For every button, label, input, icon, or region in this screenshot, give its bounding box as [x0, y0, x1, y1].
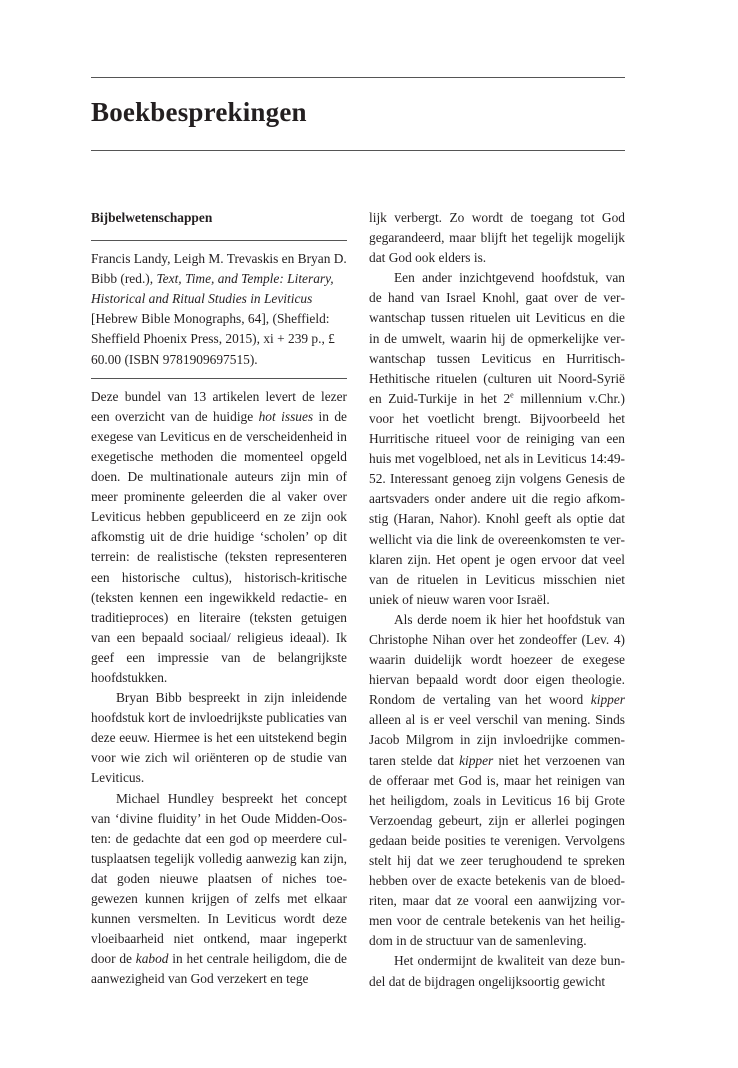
book-title: Text, Time, and Temple: Literary, Historical and Ritual Studies in Leviticus [91, 271, 334, 307]
paragraph-text: Als derde noem ik hier het hoofdstuk van Christophe Nihan over het zondeoffer (Lev. 4) waarin duidelijk wordt hoezeer de exegese hiervan bepaald wordt door eigen theologie. Rondom de vertaling van het woord [369, 611, 625, 708]
paragraph-text: Michael Hundley bespreekt het concept van ‘divine fluidity’ in het Oude Midden-Oosten: de gedachte dat een god op meerdere cultusplaatsen tegelijk volledig aanwezig kan zijn, dat goden nieuwe plaatsen of niches toegewezen kunnen krijgen of zelfs met elkaar kunnen versmelten. In Leviticus wordt deze vloeibaarheid niet ontkend, maar ingeperkt door de [91, 790, 347, 967]
review-paragraph [369, 610, 625, 952]
review-paragraph [369, 268, 625, 610]
book-publication-details: [Hebrew Bible Monographs, 64], (Sheffield: Sheffield Phoenix Press, 2015), xi + 239 p., £ 60.00 (ISBN 9781909697515). [91, 311, 335, 367]
review-paragraph [91, 789, 347, 990]
paragraph-text: in het centrale heiligdom, die de aanwezigheid van God verzekert en tege [91, 951, 347, 987]
book-authors: Francis Landy, Leigh M. Trevaskis en Bryan D. Bibb (red.), [91, 251, 347, 287]
page-title: Boekbesprekingen [91, 97, 307, 127]
paragraph-text: niet het verzoenen van de offeraar met God is, maar het reinigen van het heiligdom, zoals in Leviticus 16 bij Grote Verzoendag gebeurt, zijn er allerlei pogingen gedaan beide posities te verenigen. Vervolgens stelt hij dat we zeer terughoudend te spreken hebben over de exacte betekenis van de bloedriten, maar dat ze vooral een aanwijzing vormen voor de centrale betekenis van het heiligdom in de structuur van de samenleving. [369, 752, 625, 949]
bibliography-divider [91, 378, 347, 379]
italic-term: kabod [135, 951, 169, 967]
top-rule [91, 77, 625, 78]
bibliographic-entry [91, 249, 347, 370]
left-column [91, 208, 347, 989]
paragraph-text: millennium v.Chr.) voor het voetlicht brengt. Bijvoorbeeld het Hurritische ritueel voor de reiniging van een huis met vogelbloed, net als in Leviticus 14:49-52. Interessant genoeg zijn volgens Genesis de aartsvaders onder andere uit die regio afkomstig (Haran, Nahor). Knohl geeft als optie dat wellicht via die link de overeenkomsten te verklaren zijn. Het opent je ogen ervoor dat veel van de rituelen in Leviticus misschien niet uniek of nieuw waren voor Israël. [369, 390, 625, 607]
paragraph-text: Deze bundel van 13 artikelen levert de lezer een overzicht van de huidige [91, 388, 347, 424]
italic-term: kipper [590, 692, 625, 708]
italic-term: hot issues [258, 408, 314, 424]
review-paragraph: Bryan Bibb bespreekt in zijn inleidende hoofdstuk kort de invloedrijkste publicaties van deze eeuw. Hiermee is het een uitstekend begin voor wie zich wil oriënteren op de studie van Leviticus. [91, 690, 347, 786]
section-divider [91, 240, 347, 241]
paragraph-text: Een ander inzichtgevend hoofdstuk, van de hand van Israel Knohl, gaat over de verwantschap tussen rituelen uit Leviticus en die in de umwelt, waarin hij de opmerkelijke verwantschap tussen Leviticus en Hurritisch-Hethitische rituelen (culturen uit Noord-Syrië en Zuid-Turkije in het 2 [369, 270, 625, 406]
right-column [369, 208, 625, 992]
section-heading: Bijbelwetenschappen [91, 210, 213, 225]
paragraph-text: alleen al is er veel verschil van mening. Sinds Jacob Milgrom in zijn invloedrijke commentaren stelde dat [369, 712, 625, 768]
review-paragraph: lijk verbergt. Zo wordt de toegang tot God gegarandeerd, maar blijft het tegelijk mogelijk dat God ook elders is. [369, 210, 625, 266]
italic-term: kipper [459, 752, 494, 768]
superscript: e [510, 390, 514, 400]
review-paragraph: Het ondermijnt de kwaliteit van deze bundel dat de bijdragen ongelijksoortig gewicht [369, 953, 625, 989]
paragraph-text: in de exegese van Leviticus en de verscheidenheid in exegetische methoden die momenteel opgeld doen. De multinationale auteurs zijn min of meer prominente geleerden die al vaker over Leviticus hebben gepubliceerd en ze zijn ook afkomstig uit de drie huidige ‘scholen’ op dit terrein: de realistische (teksten representeren een historische cultus), historisch-kritische (teksten kennen een ingewikkeld redactie- en traditieproces) en literaire (teksten getuigen van een bepaald sociaal/ religieus ideaal). Ik geef een impressie van de belangrijkste hoofdstukken. [91, 408, 348, 685]
title-rule [91, 150, 625, 151]
review-paragraph [91, 387, 347, 688]
